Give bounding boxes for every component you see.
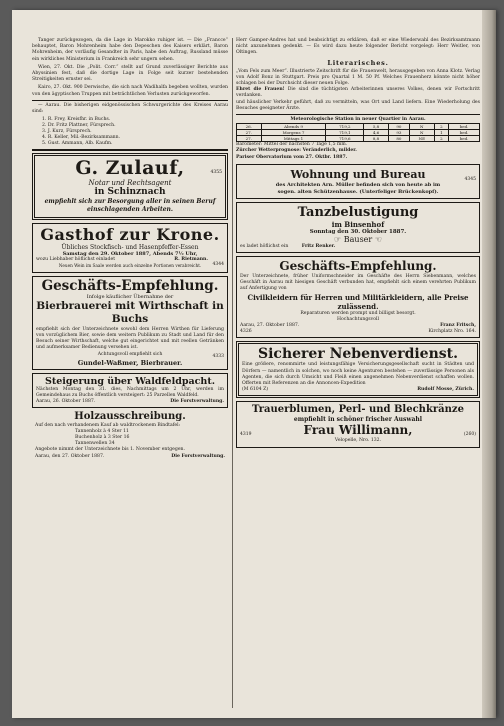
ad-number: 4333	[212, 353, 224, 359]
ad-krone	[32, 223, 228, 272]
ad-bier-body: empfiehlt sich der Unterzeichnete sowohl dem Herren Wirthen für Lieferung von vorzüglichem Bier, sowie dem weitern Publikum zu Stadt und Land für den Besuch seiner Wirthschaft, welche gut eingerichtet und mit reellen Getränken und aufmerksamer Bedienung versehen ist.	[36, 326, 224, 351]
ad-sicherer-body: Eine größere, renommirte und leistungsfähige Versicherungsgesellschaft sucht in Städten und Dörfern — namentlich in solchen, wo noch keine Agenturen bestehen — zuverlässige Personen als Agenten, die sich durch Umsicht und Fleiß einen angenehmen Nebenverdienst schaffen wollen. Offerten mit Referenzen an die Annoncen-Expedition	[242, 362, 474, 387]
literature-title: Literarisches.	[327, 58, 389, 67]
juror-item: 4. R. Keller, Mil.-Bezirksammann.	[42, 135, 121, 141]
table-row: 27. Morgens 7 719,1 4,6 93 N 1 bed.	[237, 130, 480, 136]
ad-holz-title: Holzausschreibung.	[74, 411, 186, 423]
weather-title: Meteorologische Station in neuer Quartier in Aarau.	[290, 117, 426, 123]
left-column	[32, 38, 228, 463]
ad-trauer-title: Trauerblumen, Perl- und Blechkränze	[252, 404, 464, 416]
juror-intro: — Aarau. Die bisherigen eidgenössischen Schwurgerichte des Kreises Aarau sind:	[32, 102, 228, 115]
news-paragraph: Wien, 27. Okt. Die „Polit. Corr.“ stellt auf Grund zuverlässiger Berichte aus Abyssinien fest, daß die dortige Lage in Folge seit kurzer bestehenden Streitigkeiten ernster sei.	[32, 64, 228, 83]
ad-steigerung-body: Nächsten Montag den 31. dies, Nachmittags um 2 Uhr, werden im Gemeindehaus zu Buchs öffentlich versteigert: 25 Parzellen Waldfeld.	[36, 386, 224, 398]
ad-geschaeft-addr: Kirchplatz Nro. 164.	[428, 329, 476, 335]
ad-tanz-title: Tanzbelustigung	[297, 204, 419, 220]
ad-krone-sub: Übliches Stockfisch- und Hasenpfeffer-Essen	[61, 244, 199, 252]
weather-table	[236, 123, 480, 142]
ad-krone-sig: R. Rietmann.	[174, 257, 208, 263]
juror-item: 1. R. Frey, Kreisfhr. in Buchs.	[42, 117, 111, 123]
right-news-text: und häuslicher Verkehr geführt, daß zu vermitteln, was Ort und Land liefern. Eine Wiederholung des Besuches geeigneter Ärzte.	[236, 99, 480, 111]
juror-list	[42, 117, 228, 147]
ad-steigerung-title: Steigerung über Waldfeldpacht.	[44, 375, 216, 387]
ad-wohnung-line2: sogen. alten Schützenhause. (Unterfeliger Brückenkopf).	[277, 188, 439, 195]
ad-bier-intro: Infolge käuflicher Übernahme der	[86, 293, 174, 300]
juror-item: 2. Dr. Fritz Plattner, Fürsprech.	[42, 123, 116, 129]
news-text	[32, 38, 228, 115]
ad-number: 4326	[240, 329, 252, 335]
page-gutter	[482, 10, 496, 718]
ad-geschaeft-date: Aarau, 27. Oktober 1887.	[240, 323, 300, 329]
ad-zulauf	[32, 153, 228, 220]
ad-zulauf-name: G. Zulauf,	[75, 157, 185, 180]
weather-forecast: Zürcher Wetterprognose: Veränderlich, milder.	[236, 148, 357, 154]
literature-text: „Vom Fels zum Meer“. Illustrierte Zeitschrift für die Frauenwelt, herausgegeben von Anna Klotz. Verlag von Adolf Bonz in Stuttgart. Preis pro Quartal 1 M. 50 Pf. Welches Frauenherz könnte nicht höher schlagen bei der Durchsicht dieser neuen Folge.	[236, 68, 480, 87]
ad-zulauf-place: in Schinznach	[94, 187, 166, 198]
ad-number: (M 6104 Z)	[242, 387, 269, 393]
newspaper-page	[12, 10, 496, 718]
ad-trauer	[236, 401, 480, 447]
ad-holz-row: Tannenwellen 34	[75, 441, 115, 447]
ad-zulauf-sub: Notar und Rechtsagent	[88, 179, 172, 188]
juror-item: 5. Gust. Ammann, Alb. Kaufm.	[42, 141, 113, 147]
ad-tanz-place: im Binsenhof	[331, 219, 385, 229]
ad-wohnung	[236, 164, 480, 199]
ad-tanz-music-label: Bauser	[343, 234, 373, 244]
ad-geschaeft-regards: Hochachtungsvoll	[337, 316, 379, 322]
ad-number: 4319	[240, 431, 252, 437]
right-column	[236, 38, 480, 451]
ad-trauer-name: Frau Willimann,	[303, 423, 413, 438]
ad-bier-regards: Achtungsvoll empfiehlt sich	[97, 352, 163, 358]
ad-bierbrauerei	[32, 276, 228, 370]
ad-trauer-sub: empfiehlt in schöner frischer Auswahl	[293, 416, 423, 424]
ad-tanz-date: Sonntag den 30. Oktober 1887.	[309, 228, 407, 235]
ad-holz-date: Aarau, den 27. Oktober 1887.	[35, 453, 105, 459]
ad-number: 4345	[464, 176, 476, 182]
ad-tanz-music: ☞ Bauser ☜	[334, 234, 382, 244]
ad-sicherer	[236, 341, 480, 398]
ad-geschaeft-body: Der Unterzeichnete, früher Uniformschneider im Geschäfte des Herrn Siebenmann, welches Geschäft in Aarau mit hiesigen Geschäft verbunden hat, empfiehlt sich einem verehrten Publikum auf Anfertigung von	[240, 274, 476, 292]
ad-geschaeft	[236, 256, 480, 338]
ad-holz-row: Buchenholz à 3 Ster 16	[75, 435, 130, 441]
ad-bier-sig: Gundel-Waßmer, Bierbrauer.	[77, 358, 183, 367]
ad-holz-sig: Die Forstverwaltung.	[171, 453, 225, 459]
ehret-text: Die sind die tüchtigsten Arbeiterinnen unseres Volkes, denen wir Fortschritt verdanken.	[236, 87, 480, 99]
weather-note: Barometer: Mittel der nächsten 7 Tage 1,5 mm.	[236, 142, 348, 148]
ad-holz-body: Auf den nach verhandenem Kauf ab waldtrockenem Bindtafel:	[35, 423, 181, 429]
ad-geschaeft-main: Civilkleidern für Herren und Militärkleidern, alle Preise zulässend.	[247, 292, 469, 311]
ad-trauer-addr: Velopelle, Nro. 132.	[334, 438, 382, 444]
ad-bier-title: Geschäfts-Empfehlung.	[41, 277, 219, 294]
ad-holz-row: Tannenholz à 4 Ster 11	[75, 429, 129, 435]
ad-wohnung-title: Wohnung und Bureau	[290, 167, 426, 181]
ad-sicherer-title: Sicherer Nebenverdienst.	[258, 346, 458, 363]
observatory-note: Pariser Obervatorium vom 27. Oktbr. 1887.	[236, 154, 348, 160]
ad-krone-date: Samstag den 29. Oktober 1887, Abends 7½ Uhr,	[62, 251, 198, 258]
ad-krone-note: wozu Liebhaber höflichst einladet	[36, 257, 116, 263]
ad-krone-extra: Neuen Wein im Saale werden auch einzelne Portionen verabreicht.	[58, 263, 202, 269]
table-row: 26. Abends 9 719,2 5,8 90 N 2 bed.	[237, 124, 480, 130]
ad-geschaeft-title: Geschäfts-Empfehlung.	[279, 259, 437, 274]
ad-steigerung-date: Aarau, 26. Oktober 1887.	[36, 399, 96, 405]
ehret-title: Ehret die Frauen!	[236, 87, 285, 93]
ad-number: 4355	[210, 170, 222, 176]
ad-geschaeft-sig: Franz Fritsch,	[440, 323, 476, 329]
ad-holz	[32, 411, 228, 460]
ad-number: (260)	[463, 431, 476, 437]
table-row: 27. Mittags 1 719,6 8,8 80 NE 2 bed.	[237, 136, 480, 142]
column-divider	[232, 38, 233, 708]
ad-tanz	[236, 202, 480, 253]
ad-tanz-invite: es ladet höflichst ein	[240, 243, 289, 249]
ad-zulauf-offer: empfiehlt sich zur Besorgung aller in seinen Beruf einschlagenden Arbeiten.	[44, 198, 216, 213]
ad-sicherer-sig: Rudolf Mosse, Zürich.	[417, 387, 474, 393]
ad-steigerung-sig: Die Forstverwaltung.	[170, 399, 224, 405]
news-paragraph: Kairo, 27. Okt. 900 Derwische, die sich nach Wadihalfa begeben wollten, wurden von den ägyptischen Truppen mit beträchtlichen Verlusten zurückgeworfen.	[32, 85, 228, 97]
ad-bier-main: Bierbrauerei mit Wirthschaft in Buchs	[36, 299, 224, 325]
news-paragraph: Tanger zurückgezogen, da die Lage in Marokko ruhiger ist. — Die „Francce“ behauptet, Baron Mohrenheim habe den Depeschen des Kaisers erklärt, Baron Mohrenheim, der vorläufig Gesandter in Paris, habe den Auftrag, Russland müsse ein wirkliches Ministerium in Frankreich sehr ungern sehen.	[32, 38, 228, 62]
ad-steigerung	[32, 373, 228, 409]
ad-wohnung-line1: des Architekten Arn. Müller befinden sich von heute ab im	[275, 181, 441, 188]
ad-tanz-sig: Fritz Renker.	[301, 243, 336, 249]
ad-geschaeft-extra: Reparaturen werden prompt und billigst besorgt.	[300, 310, 416, 316]
right-top-text: Herr Gamper-Andres hat und beabsichtigt zu erklären, daß er eine Wiederwahl des Bezirksamtmann nicht anzunehmen gedenkt. — Es wird dazu heute folgender Bericht vorgelegt: Herr Weitler, von Oltingen.	[236, 38, 480, 56]
juror-item: 3. J. Kurz, Fürsprech.	[42, 129, 92, 135]
ad-holz-closing: Angebote nimmt der Unterzeichnete bis 1. November entgegen.	[35, 447, 185, 453]
ad-krone-title: Gasthof zur Krone.	[40, 225, 220, 245]
ad-number: 4344	[212, 262, 224, 268]
